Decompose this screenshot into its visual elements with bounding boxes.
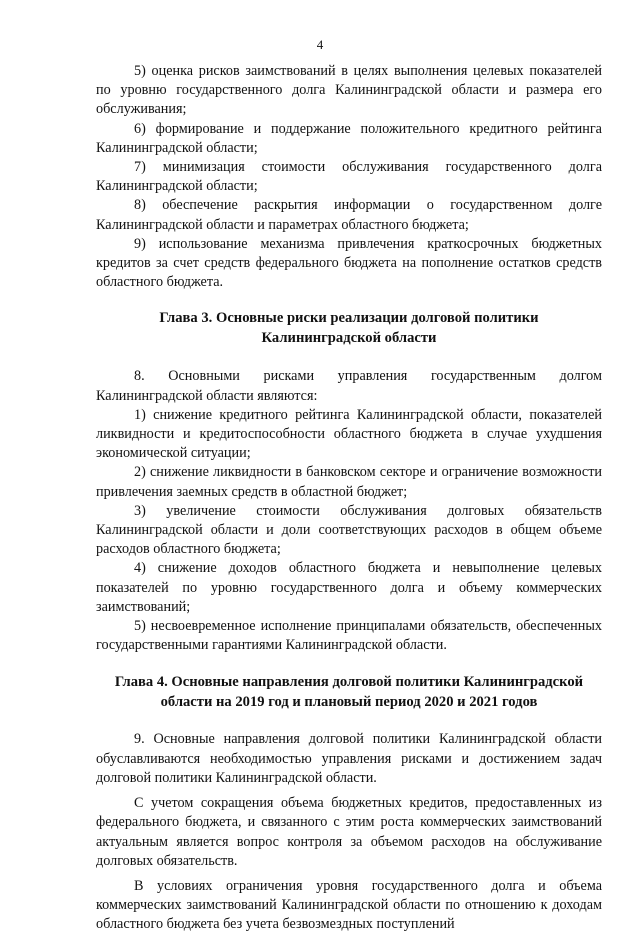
page-number: 4 bbox=[316, 37, 324, 52]
chapter-3-heading-line-1: Глава 3. Основные риски реализации долговой политики bbox=[159, 310, 539, 327]
chapter-4-heading bbox=[96, 673, 602, 712]
chapter-4-paragraph: В условиях ограничения уровня государственного долга и объема коммерческих заимствований Калининградской области по отношению к доходам областного бюджета без учета безвозмездных поступлений bbox=[96, 877, 602, 933]
document-body bbox=[96, 62, 602, 935]
list-item: 7) минимизация стоимости обслуживания государственного долга Калининградской области; bbox=[96, 159, 602, 195]
list-item: 6) формирование и поддержание положительного кредитного рейтинга Калининградской области; bbox=[96, 120, 602, 156]
chapter-4-paragraph: 9. Основные направления долговой политики Калининградской области обуславливаются необходимостью управления рисками и достижением задач долговой политики Калининградской области. bbox=[96, 731, 602, 786]
list-item: 2) снижение ликвидности в банковском секторе и ограничение возможности привлечения заемных средств в областной бюджет; bbox=[96, 464, 602, 500]
list-item: 1) снижение кредитного рейтинга Калининградской области, показателей ликвидности и кредитоспособности областного бюджета в случае ухудшения экономической ситуации; bbox=[96, 406, 602, 462]
chapter-4-paragraph: С учетом сокращения объема бюджетных кредитов, предоставленных из федерального бюджета, и связанного с этим роста коммерческих заимствований актуальным является вопрос контроля за объемом расходов на обслуживание долговых обязательств. bbox=[96, 795, 602, 869]
chapter-4-heading-line-1: Глава 4. Основные направления долговой политики Калининградской bbox=[114, 674, 584, 691]
list-item: 4) снижение доходов областного бюджета и невыполнение целевых показателей по уровню государственного долга и объему коммерческих заимствований; bbox=[96, 560, 602, 615]
chapter-4-heading-line-2: области на 2019 год и плановый период 2020 и 2021 годов bbox=[160, 693, 538, 710]
chapter-3-heading bbox=[96, 309, 602, 348]
list-item: 8) обеспечение раскрытия информации о государственном долге Калининградской области и параметрах областного бюджета; bbox=[96, 197, 602, 233]
list-item: 3) увеличение стоимости обслуживания долговых обязательств Калининградской области и доли соответствующих расходов в общем объеме расходов областного бюджета; bbox=[96, 502, 602, 558]
chapter-3-heading-line-2: Калининградской области bbox=[261, 329, 437, 346]
list-item: 5) несвоевременное исполнение принципалами обязательств, обеспеченных государственными гарантиями Калининградской области. bbox=[96, 618, 602, 654]
list-item: 9) использование механизма привлечения краткосрочных бюджетных кредитов за счет средств федерального бюджета на пополнение остатков средств областного бюджета. bbox=[96, 235, 602, 291]
list-item: 5) оценка рисков заимствований в целях выполнения целевых показателей по уровню государственного долга Калининградской области и размера его обслуживания; bbox=[96, 63, 602, 118]
chapter-3-intro: 8. Основными рисками управления государственным долгом Калининградской области являются: bbox=[96, 368, 602, 404]
